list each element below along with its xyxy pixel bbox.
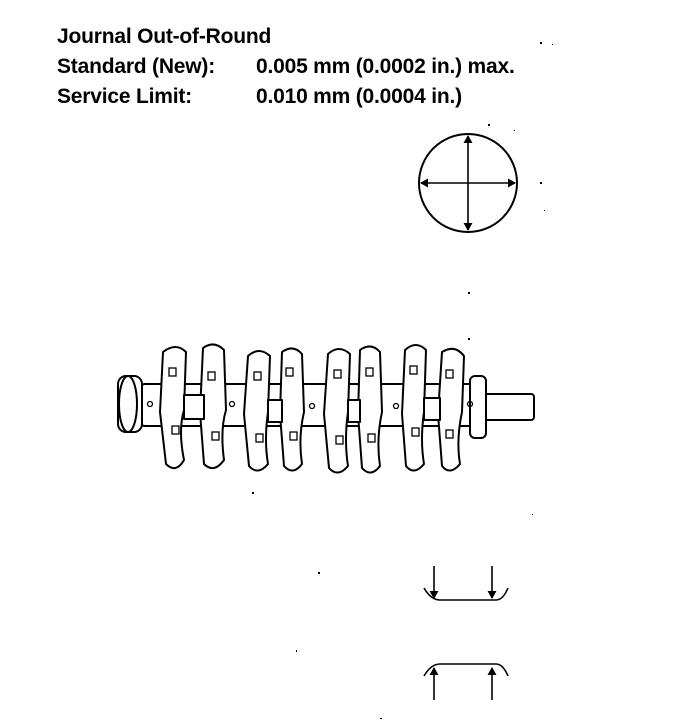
service-limit-value: 0.010 mm (0.0004 in.): [256, 85, 462, 108]
standard-label: Standard (New):: [57, 55, 216, 78]
crank-pin: [424, 398, 440, 420]
concave-taper-icon: [424, 566, 508, 600]
convex-taper-icon: [424, 664, 508, 700]
counterweight: [280, 348, 304, 470]
counterweight: [244, 351, 270, 471]
counterweight: [402, 345, 426, 471]
counterweight: [160, 347, 186, 468]
crank-pin: [348, 400, 360, 422]
crankshaft-flange: [470, 376, 486, 438]
service-limit-label: Service Limit:: [57, 85, 192, 108]
standard-value: 0.005 mm (0.0002 in.) max.: [256, 55, 515, 78]
crank-pin: [268, 400, 282, 422]
measurement-circle-icon: [419, 134, 517, 232]
counterweight: [358, 346, 382, 472]
counterweight: [324, 349, 350, 473]
crank-pin: [184, 395, 204, 419]
counterweight: [438, 349, 464, 471]
spec-title: Journal Out-of-Round: [57, 25, 272, 48]
crankshaft-illustration: [118, 344, 534, 472]
crankshaft-nose-face: [119, 376, 137, 432]
